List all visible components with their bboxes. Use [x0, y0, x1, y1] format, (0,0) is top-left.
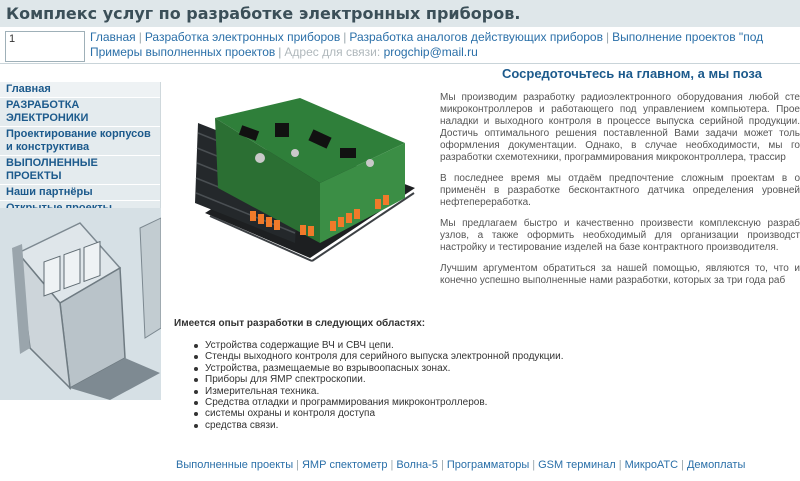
- nav-link-home[interactable]: Главная: [90, 30, 136, 44]
- nav-separator: |: [343, 30, 347, 44]
- footer-separator: |: [532, 459, 536, 471]
- footer-link-projects[interactable]: Выполненные проекты: [176, 459, 294, 471]
- nav-separator: |: [278, 45, 282, 59]
- tagline: Сосредоточьтесь на главном, а мы поза: [502, 66, 762, 81]
- footer-link-programmers[interactable]: Программаторы: [446, 459, 530, 471]
- list-item: средства связи.: [192, 420, 612, 431]
- footer-link-volna[interactable]: Волна-5: [396, 459, 438, 471]
- email-link[interactable]: progchip@mail.ru: [383, 45, 478, 59]
- intro-text: [440, 92, 800, 296]
- footer-link-mikroats[interactable]: МикроАТС: [624, 459, 679, 471]
- footer-separator: |: [440, 459, 444, 471]
- sidebar-item-projects[interactable]: ВЫПОЛНЕННЫЕ ПРОЕКТЫ: [0, 156, 160, 185]
- list-item: системы охраны и контроля доступа: [192, 408, 612, 419]
- list-item: Устройства, размещаемые во взрывоопасных зонах.: [192, 363, 612, 374]
- circuit-board-image: [190, 93, 420, 273]
- intro-paragraph: Мы производим разработку радиоэлектронного оборудования любой сте микроконтроллеров и работающего под управлением компьютера. Прое наладки и выходного контроля в процессе выпуска серийной продукции. Достичь оптимального решения поставленной Вами задачи может толь оформления документации. Однако, в случае необходимости, мы го разработки схемотехники, программирования микроконтроллера, трассир: [440, 92, 800, 163]
- footer-separator: |: [390, 459, 394, 471]
- intro-paragraph: Лучшим аргументом обратиться за нашей помощью, являются то, что и конечно успешно выполненные нами разработки, которых за три года раб: [440, 263, 800, 286]
- sidebar-item-partners[interactable]: Наши партнёры: [0, 185, 160, 201]
- sidebar-item-enclosures[interactable]: Проектирование корпусов и конструктива: [0, 127, 160, 156]
- nav-link-electronics[interactable]: Разработка электронных приборов: [144, 30, 341, 44]
- site-title: Комплекс услуг по разработке электронных приборов.: [6, 4, 521, 23]
- enclosure-render-image: [0, 208, 161, 400]
- list-item: Стенды выходного контроля для серийного выпуска электронной продукции.: [192, 351, 612, 362]
- list-item: Приборы для ЯМР спектроскопии.: [192, 374, 612, 385]
- list-item: Средства отладки и программирования микроконтроллеров.: [192, 397, 612, 408]
- footer-navigation: [176, 459, 800, 471]
- nav-link-turnkey[interactable]: Выполнение проектов "под: [612, 30, 764, 44]
- experience-heading: Имеется опыт разработки в следующих областях:: [174, 318, 426, 329]
- nav-separator: |: [605, 30, 610, 44]
- sidebar-item-electronics[interactable]: РАЗРАБОТКА ЭЛЕКТРОНИКИ: [0, 98, 160, 127]
- contact-label: Адрес для связи:: [284, 45, 381, 59]
- sidebar-item-home[interactable]: Главная: [0, 82, 160, 98]
- footer-separator: |: [681, 459, 684, 471]
- top-navigation: [90, 30, 800, 60]
- header-bar: [0, 0, 800, 27]
- list-item: Измерительная техника.: [192, 386, 612, 397]
- list-item: Устройства содержащие ВЧ и СВЧ цепи.: [192, 340, 612, 351]
- tagline-bar: [0, 63, 800, 82]
- experience-list: [192, 340, 612, 431]
- intro-paragraph: Мы предлагаем быстро и качественно произвести комплексную разраб узлов, а также оформить необходимый для организации производст настройку и тестирование изделей на базе контрактного производителя.: [440, 218, 800, 253]
- footer-link-nmr[interactable]: ЯМР спектометр: [301, 459, 388, 471]
- footer-separator: |: [618, 459, 622, 471]
- nav-link-examples[interactable]: Примеры выполненных проектов: [90, 45, 276, 59]
- nav-link-analogs[interactable]: Разработка аналогов действующих приборов: [349, 30, 603, 44]
- footer-separator: |: [296, 459, 299, 471]
- nav-separator: |: [138, 30, 142, 44]
- intro-paragraph: В последнее время мы отдаём предпочтение сложным проектам в о применён в разработке бесконтактного датчика определения уровней нефтепереработка.: [440, 173, 800, 208]
- footer-link-gsm[interactable]: GSM терминал: [538, 459, 616, 471]
- counter-field[interactable]: 1: [5, 31, 85, 62]
- footer-link-demoboards[interactable]: Демоплаты: [686, 459, 746, 471]
